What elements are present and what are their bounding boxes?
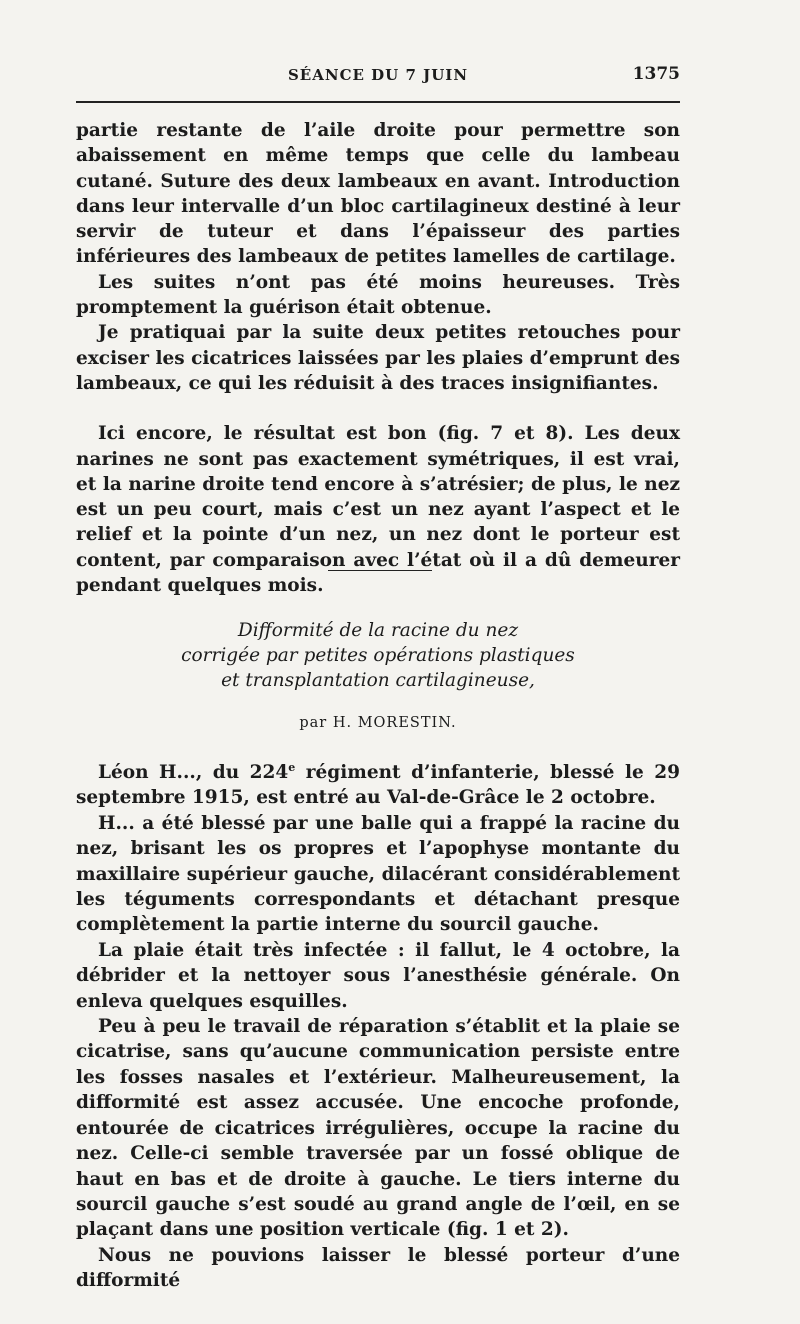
title-line: Difformité de la racine du nez (237, 620, 519, 641)
article-body (76, 760, 680, 1294)
page-number: 1375 (632, 64, 680, 84)
page-header (76, 62, 680, 90)
superscript: e (288, 760, 296, 774)
paragraph: Peu à peu le travail de réparation s’établit et la plaie se cicatrise, sans qu’aucune communication persiste entre les fosses nasales et l’extérieur. Malheureusement, la difformité est assez accusée. Une encoche profonde, entourée de cicatrices irrégulières, occupe la racine du nez. Celle-ci semble traversée par un fossé oblique de haut en bas et de droite à gauche. Le tiers interne du sourcil gauche s’est soudé au grand angle de l’œil, en se plaçant dans une position verticale (fig. 1 et 2). (76, 1016, 680, 1241)
paragraph: Les suites n’ont pas été moins heureuses. Très promptement la guérison était obtenue. (76, 271, 680, 319)
article-title (76, 618, 680, 693)
running-title: SÉANCE DU 7 JUIN (287, 66, 469, 84)
paragraph: H... a été blessé par une balle qui a frappé la racine du nez, brisant les os propres et l’apophyse montante du maxillaire supérieur gauche, dilacérant considérablement les téguments correspondants et détachant presque complètement la partie interne du sourcil gauche. (76, 812, 680, 936)
byline: par H. MORESTIN. (299, 715, 457, 731)
text-run: régiment d’infanterie, blessé le 29 septembre 1915, est entré au Val-de-Grâce le 2 octobre. (76, 762, 680, 809)
paragraph: La plaie était très infectée : il fallut, le 4 octobre, la débrider et la nettoyer sous l’anesthésie générale. On enleva quelques esquilles. (76, 939, 680, 1012)
paragraph: Ici encore, le résultat est bon (fig. 7 et 8). Les deux narines ne sont pas exactement symétriques, il est vrai, et la narine droite tend encore à s’atrésier; de plus, le nez est un peu court, mais c’est un nez ayant l’aspect et le relief et la pointe d’un nez, un nez dont le porteur est content, par comparaison avec l’état où il a dû demeurer pendant quelques mois. (76, 423, 680, 597)
title-line: corrigée par petites opérations plastiques (181, 645, 575, 666)
title-line: et transplantation cartilagineuse, (221, 670, 535, 691)
text-run: Léon H..., du 224 (98, 762, 289, 783)
paragraph: Nous ne pouvions laisser le blessé porteur d’une difformité (76, 1244, 680, 1292)
header-rule (76, 101, 680, 103)
paragraph: Je pratiquai par la suite deux petites retouches pour exciser les cicatrices laissées par les plaies d’emprunt des lambeaux, ce qui les réduisit à des traces insignifiantes. (76, 322, 680, 394)
continuation-text (76, 118, 680, 598)
paragraph (76, 760, 680, 811)
paragraph: partie restante de l’aile droite pour permettre son abaissement en même temps que celle du lambeau cutané. Suture des deux lambeaux en avant. Introduction dans leur intervalle d’un bloc cartilagineux destiné à leur servir de tuteur et dans l’épaisseur des parties inférieures des lambeaux de petites lamelles de cartilage. (76, 120, 680, 268)
section-divider (328, 570, 432, 571)
